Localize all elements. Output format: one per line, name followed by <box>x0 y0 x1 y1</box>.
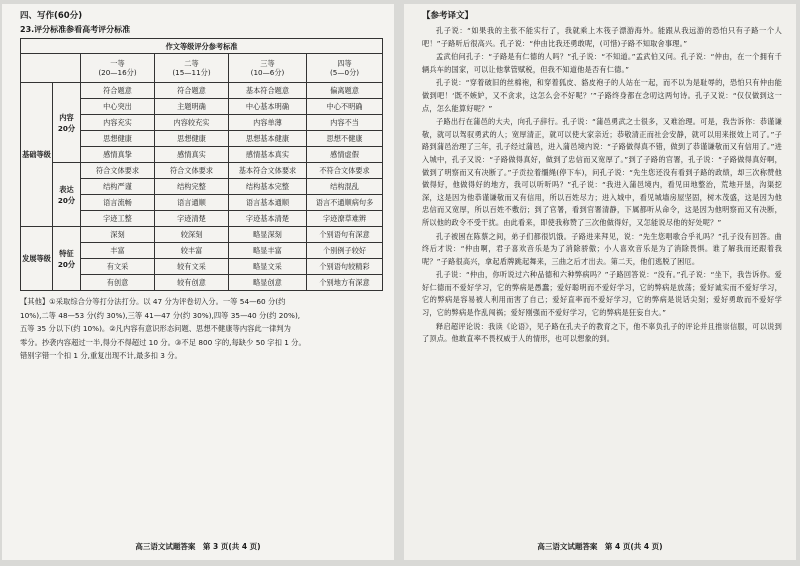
grade-header-row <box>21 54 383 83</box>
translation-paragraph: 孟武伯问孔子：“子路是有仁德的人吗？”孔子说：“不知道。”孟武伯又问。孔子说：“仲由，在一个拥有千辆兵车的国家，可以让他掌管赋税，但我不知道他是否有仁德。” <box>422 52 782 74</box>
table-cell: 中心不明确 <box>307 99 383 115</box>
table-cell: 较有文采 <box>155 259 229 275</box>
table-cell: 结构完整 <box>155 179 229 195</box>
table-row <box>21 227 383 243</box>
table-cell: 深刻 <box>81 227 155 243</box>
table-cell: 结构混乱 <box>307 179 383 195</box>
table-cell: 感情真挚 <box>81 147 155 163</box>
scoring-notes <box>20 295 382 363</box>
table-cell: 有文采 <box>81 259 155 275</box>
note-line: 五等 35 分以下(约 10%)。②凡内容有意识形态问题、思想不健康等内容此一律判为 <box>20 324 291 334</box>
note-line: 错别字错一个扣 1 分,重复出现不计,最多扣 3 分。 <box>20 351 182 361</box>
table-cell: 略显深刻 <box>229 227 307 243</box>
table-cell: 字迹潦草难辨 <box>307 211 383 227</box>
table-cell: 内容单薄 <box>229 115 307 131</box>
table-cell: 基本符合题意 <box>229 83 307 99</box>
table-cell: 思想健康 <box>81 131 155 147</box>
table-cell: 感情真实 <box>155 147 229 163</box>
page-footer: 高三语文试题答案 第 4 页(共 4 页) <box>537 542 663 551</box>
section-title: 四、写作(60分) <box>20 11 83 21</box>
table-cell: 符合题意 <box>155 83 229 99</box>
table-cell: 内容不当 <box>307 115 383 131</box>
table-cell: 偏离题意 <box>307 83 383 99</box>
translation-paragraph: 释启超评论说：我读《论语》，见子路在孔夫子的教育之下，他不辜负孔子的评论并且推崇信服，可以说到了顶点。他敢直率不畏权威于人的情形，也可以想象的到。 <box>422 321 782 344</box>
table-cell: 符合题意 <box>81 83 155 99</box>
table-cell: 字迹基本清楚 <box>229 211 307 227</box>
table-cell: 语言基本通顺 <box>229 195 307 211</box>
table-cell: 字迹清楚 <box>155 211 229 227</box>
table-cell: 个别地方有深意 <box>307 275 383 291</box>
basic-level-label: 基础等级 <box>21 83 53 227</box>
answer-page-3 <box>2 4 394 560</box>
table-row <box>21 83 383 99</box>
translation-paragraph: 孔子说：“穿着破旧的丝棉袍，和穿着狐皮、貉皮袍子的人站在一起，而不以为是耻辱的，恐怕只有仲由能做到吧！‘既不嫉妒，又不贪求，这怎么会不好呢？’”子路终身都在念叨这两句诗。孔子又说：“仅仅做到这一点，怎么能算好呢？” <box>422 78 782 113</box>
table-cell: 较有创意 <box>155 275 229 291</box>
grade-header: 四等 (5—0分) <box>307 54 383 83</box>
expression-label: 表达 20分 <box>53 163 81 227</box>
translation-paragraph: 孔子说：“仲由，你听说过六种品德和六种弊病吗？”子路回答说：“没有。”孔子说：“坐下，我告诉你。爱好仁德而不爱好学习，它的弊病是愚蠢；爱好聪明而不爱好学习，它的弊病是放荡；爱好诚实而不爱好学习，它的弊病是容易被人利用而害了自己；爱好直率而不爱好学习，它的弊病是说话尖刻；爱好勇敢而不爱好学习，它的弊病是作乱闯祸；爱好刚强而不爱好学习，它的弊病是狂妄自大。” <box>422 270 782 318</box>
table-cell: 丰富 <box>81 243 155 259</box>
table-caption: 作文等级评分参考标准 <box>21 39 383 54</box>
table-cell: 符合文体要求 <box>155 163 229 179</box>
table-cell: 思想健康 <box>155 131 229 147</box>
page-footer: 高三语文试题答案 第 3 页(共 4 页) <box>135 542 261 551</box>
table-cell: 语言不通顺病句多 <box>307 195 383 211</box>
table-cell: 中心基本明确 <box>229 99 307 115</box>
table-cell: 感情基本真实 <box>229 147 307 163</box>
table-cell: 有创意 <box>81 275 155 291</box>
note-line: 零分。抄袭内容超过一半,得分不得超过 10 分。③不足 800 字的,每缺少 50 字扣 1 分。 <box>20 337 306 347</box>
table-cell: 主题明确 <box>155 99 229 115</box>
question-title: 23.评分标准参看高考评分标准 <box>20 25 131 34</box>
table-cell: 较丰富 <box>155 243 229 259</box>
table-cell: 中心突出 <box>81 99 155 115</box>
table-cell: 基本符合文体要求 <box>229 163 307 179</box>
rubric-table <box>20 38 383 291</box>
table-cell: 不符合文体要求 <box>307 163 383 179</box>
table-cell: 结构严谨 <box>81 179 155 195</box>
table-row <box>21 163 383 179</box>
table-cell: 内容较充实 <box>155 115 229 131</box>
table-cell: 较深刻 <box>155 227 229 243</box>
note-line: 【其他】①采取综合分等打分法打分。以 47 分为评卷切入分。一等 54—60 分(约 <box>20 297 286 306</box>
grade-header: 三等 (10—6分) <box>229 54 307 83</box>
table-cell: 字迹工整 <box>81 211 155 227</box>
table-cell: 思想不健康 <box>307 131 383 147</box>
table-cell: 略显文采 <box>229 259 307 275</box>
table-cell: 语言通顺 <box>155 195 229 211</box>
reference-translation-title: 【参考译文】 <box>422 11 474 21</box>
grade-header: 二等 (15—11分) <box>155 54 229 83</box>
translation-paragraph: 子路出行在蒲邑的大夫，向孔子辞行。孔子说：“蒲邑勇武之士很多，又难治理。可是，我告诉你：恭谨谦敬，就可以驾驭勇武的人；宽厚清正，就可以使大家亲近；恭敬清正而社会安静，就可以用来报效上司了。”子路到蒲邑治理了三年，孔子经过蒲邑，进入蒲邑境内说：“子路做得真不错，做到了恭谨谦敬而又有信用了。”进入城中，孔子又说：“子路做得真好，做到了忠信而又宽厚了。”到了子路的官署，孔子说：“子路做得真好啊，做到了明察而又有决断了。”子贡拉着缰绳(停下车)，问孔子说：“先生您还没有看到子路的政绩，却三次称赞他做得好，他做得好的地方，我可以听听吗？”孔子说：“我进入蒲邑境内，看见田地整治，荒地开垦，沟渠挖深，这是因为他恭谨谦敬而又有信用，所以百姓尽力；进入城中，看见城墙房屋坚固，树木茂盛，这是因为他忠信而又宽厚，所以百姓不敷衍；到了官署，看到官署清静，下属都听从命令，这是因为他明察而又有决断，所以他的政令不受干扰。由此看来，即使我称赞了三次他做得好，又怎能说尽他的好处呢？” <box>422 117 782 227</box>
answer-page-4 <box>404 4 796 560</box>
development-level-label: 发展等级 <box>21 227 53 291</box>
table-cell: 略显丰富 <box>229 243 307 259</box>
table-cell: 结构基本完整 <box>229 179 307 195</box>
table-cell: 个别语句有深意 <box>307 227 383 243</box>
note-line: 10%),二等 48—53 分(约 30%),三等 41—47 分(约 30%),四等 35—40 分(约 20%), <box>20 310 301 320</box>
translation-paragraph: 孔子被困在陈蔡之间，弟子们都很饥饿。子路进来拜见，说：“先生您唱歌合乎礼吗？”孔子没有回答。曲终后才说：“仲由啊，君子喜欢音乐是为了消除骄傲；小人喜欢音乐是为了消除畏惧。谁了解我而还跟着我呢？”子路很高兴，拿起盾牌跳起舞来，三曲之后才出去。第二天，他们逃脱了困厄。 <box>422 231 782 266</box>
table-cell: 略显创意 <box>229 275 307 291</box>
table-cell: 思想基本健康 <box>229 131 307 147</box>
table-cell: 感情虚假 <box>307 147 383 163</box>
table-cell: 个别例子较好 <box>307 243 383 259</box>
feature-label: 特征 20分 <box>53 227 81 291</box>
table-cell: 内容充实 <box>81 115 155 131</box>
table-cell: 个别语句较精彩 <box>307 259 383 275</box>
grade-header: 一等 (20—16分) <box>81 54 155 83</box>
table-cell: 语言流畅 <box>81 195 155 211</box>
content-label: 内容 20分 <box>53 83 81 163</box>
translation-paragraph: 孔子说：“如果我的主张不能实行了，我就乘上木筏子漂游海外。能跟从我远游的恐怕只有子路一个人吧！”子路听后很高兴。孔子说：“仲由比我还勇敢呢，(可惜)子路不知取舍事理。” <box>422 26 782 48</box>
table-cell: 符合文体要求 <box>81 163 155 179</box>
